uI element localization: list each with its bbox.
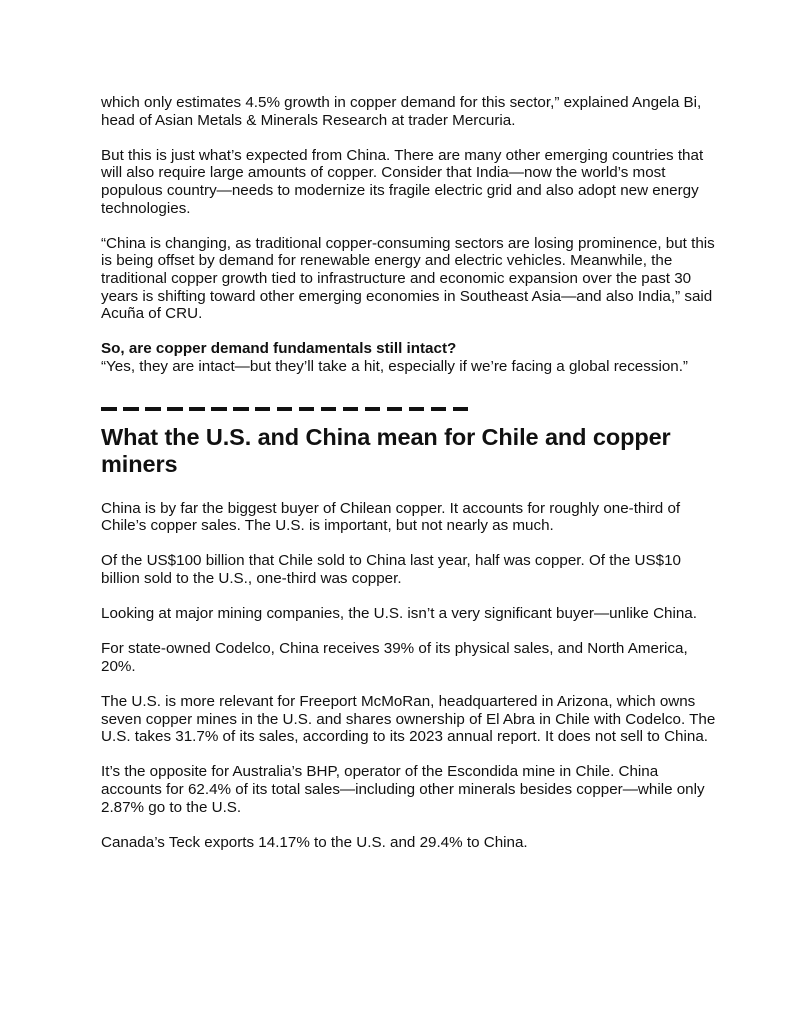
section-paragraph: For state-owned Codelco, China receives 39% of its physical sales, and North America, 20%. [101, 640, 688, 675]
section-paragraph: Looking at major mining companies, the U.S. isn’t a very significant buyer—unlike China. [101, 605, 697, 623]
qa-question: So, are copper demand fundamentals still intact? [101, 340, 457, 358]
section-heading: What the U.S. and China mean for Chile and copper miners [101, 423, 671, 477]
intro-paragraph: But this is just what’s expected from China. There are many other emerging countries that will also require large amounts of copper. Consider that India—now the world’s most populous country—needs to modernize its fragile electric grid and also adopt new energy technologies. [101, 146, 704, 217]
section-divider [101, 407, 721, 411]
qa-block [101, 340, 721, 375]
intro-paragraph: which only estimates 4.5% growth in copper demand for this sector,” explained Angela Bi, head of Asian Metals & Minerals Research at trader Mercuria. [101, 94, 702, 129]
qa-answer: “Yes, they are intact—but they’ll take a hit, especially if we’re facing a global recession.” [101, 357, 688, 375]
intro-paragraph: “China is changing, as traditional copper-consuming sectors are losing prominence, but this is being offset by demand for renewable energy and electric vehicles. Meanwhile, the traditional copper growth tied to infrastructure and economic expansion over the past 30 years is shifting toward other emerging economies in Southeast Asia—and also India,” said Acuña of CRU. [101, 234, 715, 323]
section-paragraph: The U.S. is more relevant for Freeport McMoRan, headquartered in Arizona, which owns seven copper mines in the U.S. and shares ownership of El Abra in Chile with Codelco. The U.S. takes 31.7% of its sales, according to its 2023 annual report. It does not sell to China. [101, 693, 716, 746]
section-paragraph: China is by far the biggest buyer of Chilean copper. It accounts for roughly one-third of Chile’s copper sales. The U.S. is important, but not nearly as much. [101, 499, 681, 535]
section-paragraph: It’s the opposite for Australia’s BHP, operator of the Escondida mine in Chile. China accounts for 62.4% of its total sales—including other minerals besides copper—while only 2.87% go to the U.S. [101, 763, 705, 816]
section-body [101, 500, 721, 852]
article-page [101, 94, 721, 869]
section-paragraph: Canada’s Teck exports 14.17% to the U.S. and 29.4% to China. [101, 833, 528, 851]
section-paragraph: Of the US$100 billion that Chile sold to China last year, half was copper. Of the US$10 billion sold to the U.S., one-third was copper. [101, 552, 681, 587]
intro-section [101, 94, 721, 323]
